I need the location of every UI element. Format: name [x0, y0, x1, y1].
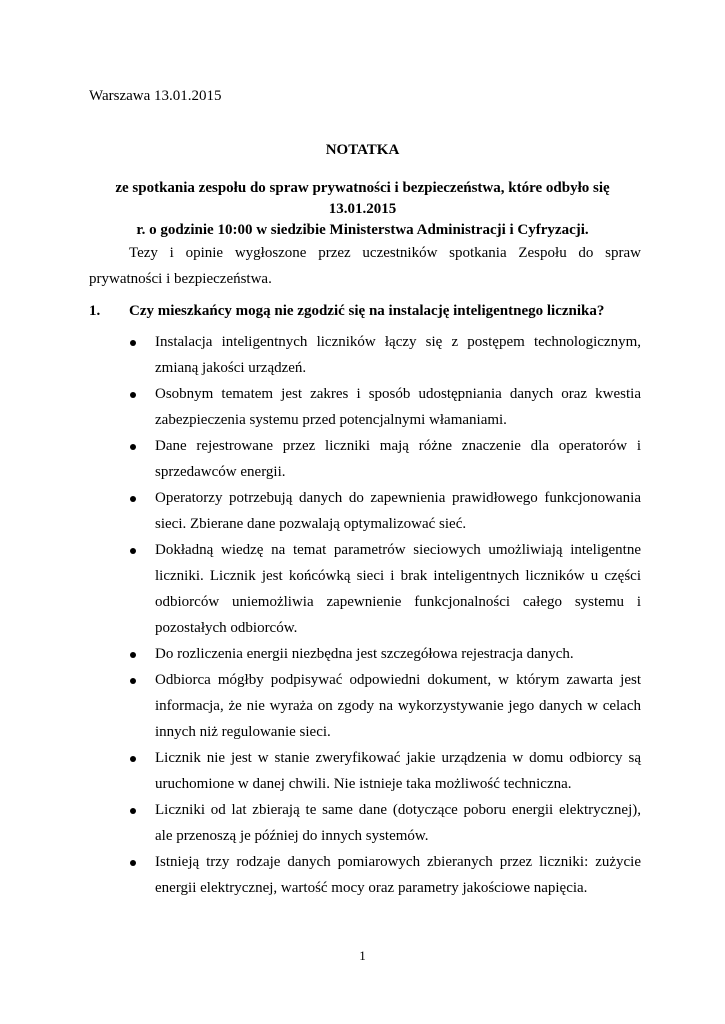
section-heading: [89, 303, 649, 320]
bullet-icon: [130, 678, 136, 684]
subtitle-line-2: r. o godzinie 10:00 w siedzibie Ministerstwa Administracji i Cyfryzacji.: [136, 222, 589, 238]
bullet-icon: [130, 444, 136, 450]
bullet-icon: [130, 860, 136, 866]
bullet-icon: [130, 340, 136, 346]
bullet-item: [130, 537, 641, 641]
bullet-text: Dane rejestrowane przez liczniki mają różne znaczenie dla operatorów i sprzedawców energii.: [155, 438, 641, 480]
document-subtitle: [80, 178, 645, 241]
bullet-icon: [130, 392, 136, 398]
bullet-item: [130, 745, 641, 797]
bullet-text: Do rozliczenia energii niezbędna jest szczegółowa rejestracja danych.: [155, 646, 574, 662]
bullet-text: Osobnym tematem jest zakres i sposób udostępniania danych oraz kwestia zabezpieczenia systemu przed potencjalnymi włamaniami.: [155, 386, 641, 428]
bullet-icon: [130, 808, 136, 814]
bullet-item: [130, 329, 641, 381]
bullet-list: [130, 329, 641, 901]
bullet-text: Istnieją trzy rodzaje danych pomiarowych zbieranych przez liczniki: zużycie energii elektrycznej, wartość mocy oraz parametry jakościowe napięcia.: [155, 854, 641, 896]
section-heading-text: Czy mieszkańcy mogą nie zgodzić się na instalację inteligentnego licznika?: [129, 303, 605, 319]
bullet-item: [130, 849, 641, 901]
bullet-icon: [130, 496, 136, 502]
bullet-icon: [130, 756, 136, 762]
bullet-item: [130, 381, 641, 433]
bullet-item: [130, 485, 641, 537]
bullet-text: Dokładną wiedzę na temat parametrów sieciowych umożliwiają inteligentne liczniki. Licznik jest końcówką sieci i brak inteligentnych liczników u części odbiorców uniemożliwia zapewnienie funkcjonalności całego systemu i pozostałych odbiorców.: [155, 542, 641, 636]
subtitle-line-1: ze spotkania zespołu do spraw prywatności i bezpieczeństwa, które odbyło się 13.01.2015: [115, 180, 610, 217]
bullet-item: [130, 667, 641, 745]
page-number: 1: [359, 948, 366, 963]
bullet-text: Odbiorca mógłby podpisywać odpowiedni dokument, w którym zawarta jest informacja, że nie wyraża on zgody na wykorzystywanie jego danych w celach innych niż regulowanie sieci.: [155, 672, 641, 740]
bullet-item: [130, 433, 641, 485]
bullet-text: Operatorzy potrzebują danych do zapewnienia prawidłowego funkcjonowania sieci. Zbierane dane pozwalają optymalizować sieć.: [155, 490, 641, 532]
bullet-item: [130, 641, 641, 667]
bullet-icon: [130, 652, 136, 658]
bullet-item: [130, 797, 641, 849]
intro-paragraph: Tezy i opinie wygłoszone przez uczestników spotkania Zespołu do spraw prywatności i bezpieczeństwa.: [89, 245, 641, 287]
document-title: NOTATKA: [325, 142, 400, 158]
bullet-text: Licznik nie jest w stanie zweryfikować jakie urządzenia w domu odbiorcy są uruchomione w danej chwili. Nie istnieje taka możliwość techniczna.: [155, 750, 641, 792]
date-line: Warszawa 13.01.2015: [89, 88, 222, 104]
section-number: 1.: [89, 303, 101, 319]
bullet-icon: [130, 548, 136, 554]
bullet-text: Liczniki od lat zbierają te same dane (dotyczące poboru energii elektrycznej), ale przenoszą je później do innych systemów.: [155, 802, 641, 844]
bullet-text: Instalacja inteligentnych liczników łączy się z postępem technologicznym, zmianą jakości urządzeń.: [155, 334, 641, 376]
